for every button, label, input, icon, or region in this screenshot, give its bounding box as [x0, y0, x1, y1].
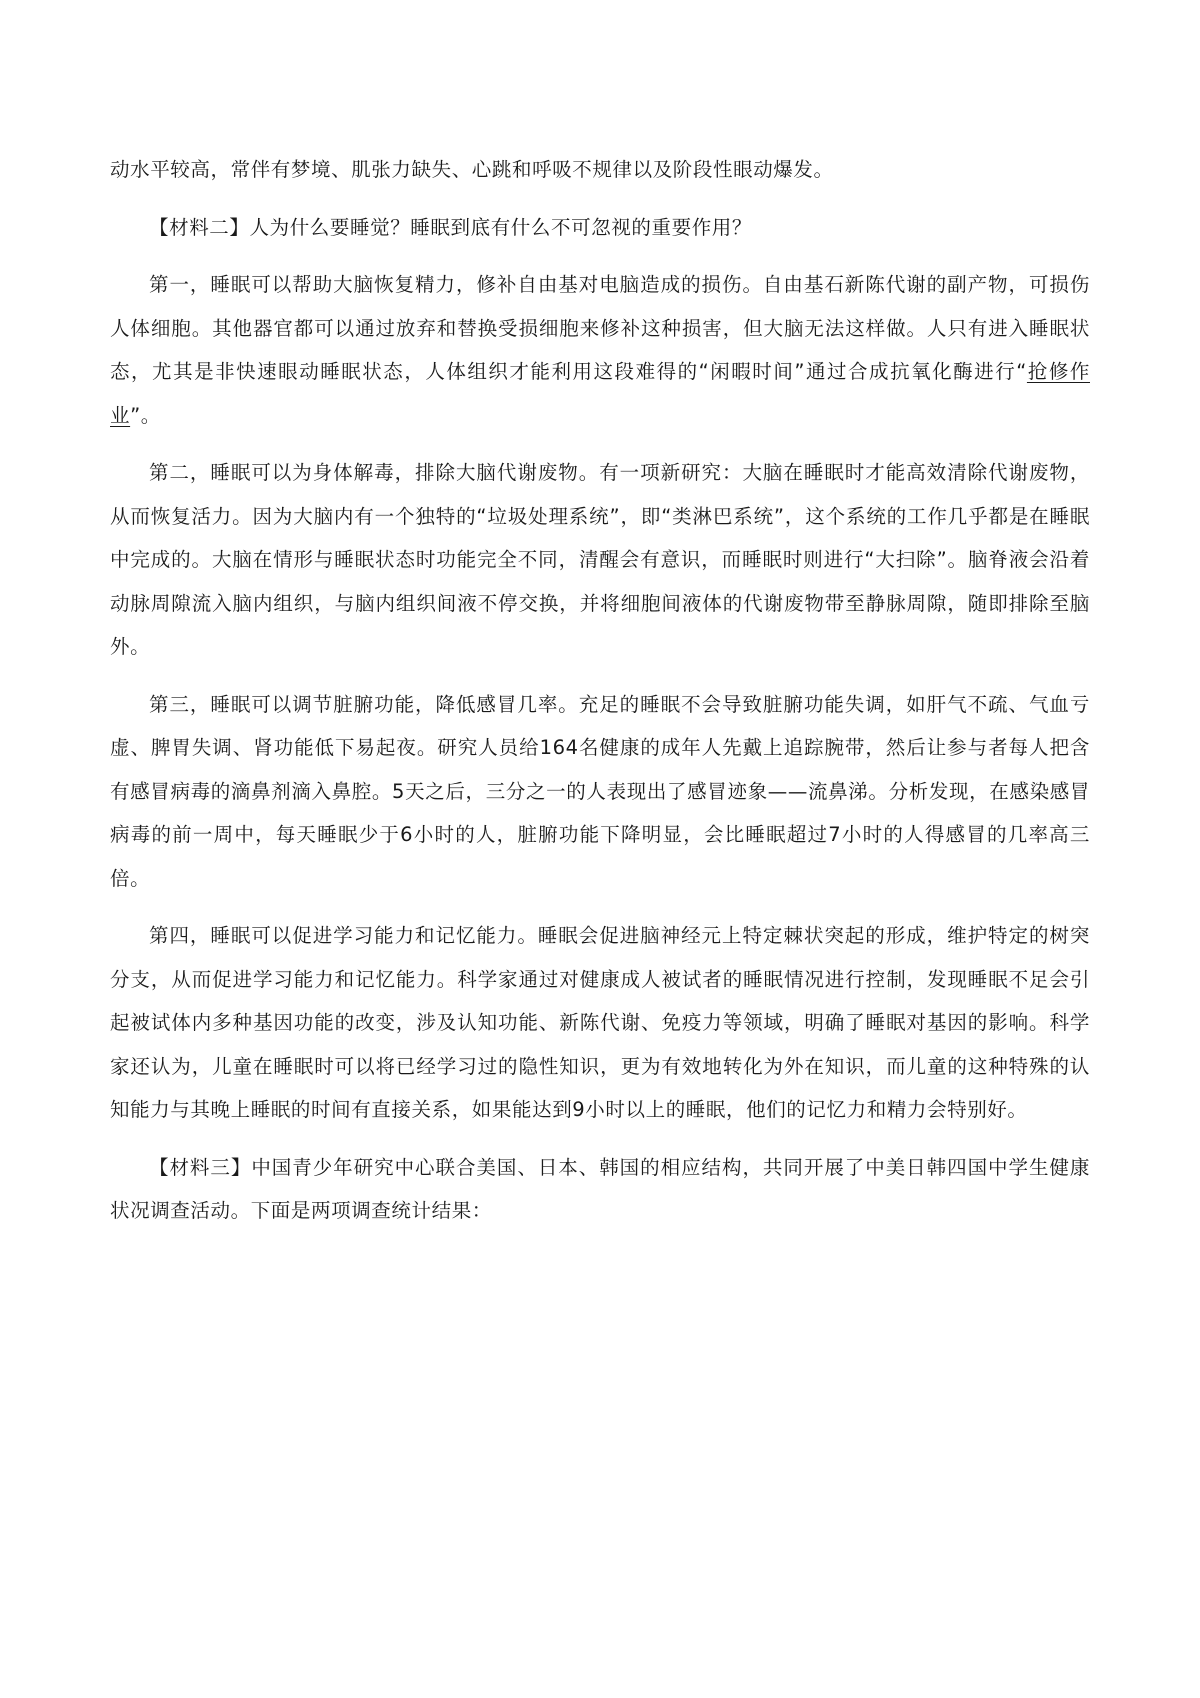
paragraph-point-one-end: ”。 [130, 403, 161, 427]
paragraph-material-two-heading: 【材料二】人为什么要睡觉？睡眠到底有什么不可忽视的重要作用？ [149, 215, 753, 239]
document-page [110, 148, 1090, 1247]
paragraph-continuation: 动水平较高，常伴有梦境、肌张力缺失、心跳和呼吸不规律以及阶段性眼动爆发。 [110, 158, 834, 181]
paragraph-point-four: 第四，睡眠可以促进学习能力和记忆能力。睡眠会促进脑神经元上特定棘状突起的形成，维护特定的树突分支，从而促进学习能力和记忆能力。科学家通过对健康成人被试者的睡眠情况进行控制，发现睡眠不足会引起被试体内多种基因功能的改变，涉及认知功能、新陈代谢、免疫力等领域，明确了睡眠对基因的影响。科学家还认为，儿童在睡眠时可以将已经学习过的隐性知识，更为有效地转化为外在知识，而儿童的这种特殊的认知能力与其晚上睡眠的时间有直接关系，如果能达到9小时以上的睡眠，他们的记忆力和精力会特别好。 [110, 924, 1090, 1121]
paragraph-material-three: 【材料三】中国青少年研究中心联合美国、日本、韩国的相应结构，共同开展了中美日韩四国中学生健康状况调查活动。下面是两项调查统计结果： [110, 1155, 1090, 1222]
paragraph-point-one-text: 第一，睡眠可以帮助大脑恢复精力，修补自由基对电脑造成的损伤。自由基石新陈代谢的副产物，可损伤人体细胞。其他器官都可以通过放弃和替换受损细胞来修补这种损害，但大脑无法这样做。人只有进入睡眠状态，尤其是非快速眼动睡眠状态，人体组织才能利用这段难得的“闲暇时间”通过合成抗氧化酶进行“ [110, 273, 1090, 383]
underlined-phrase: 抢修作业 [110, 360, 1090, 427]
paragraph-point-two: 第二，睡眠可以为身体解毒，排除大脑代谢废物。有一项新研究：大脑在睡眠时才能高效清除代谢废物，从而恢复活力。因为大脑内有一个独特的“垃圾处理系统”，即“类淋巴系统”，这个系统的工作几乎都是在睡眠中完成的。大脑在情形与睡眠状态时功能完全不同，清醒会有意识，而睡眠时则进行“大扫除”。脑脊液会沿着动脉周隙流入脑内组织，与脑内组织间液不停交换，并将细胞间液体的代谢废物带至静脉周隙，随即排除至脑外。 [110, 461, 1090, 658]
paragraph-point-one [110, 263, 1090, 437]
paragraph-point-three: 第三，睡眠可以调节脏腑功能，降低感冒几率。充足的睡眠不会导致脏腑功能失调，如肝气不疏、气血亏虚、脾胃失调、肾功能低下易起夜。研究人员给164名健康的成年人先戴上追踪腕带，然后让参与者每人把含有感冒病毒的滴鼻剂滴入鼻腔。5天之后，三分之一的人表现出了感冒迹象——流鼻涕。分析发现，在感染感冒病毒的前一周中，每天睡眠少于6小时的人，脏腑功能下降明显，会比睡眠超过7小时的人得感冒的几率高三倍。 [110, 692, 1090, 890]
